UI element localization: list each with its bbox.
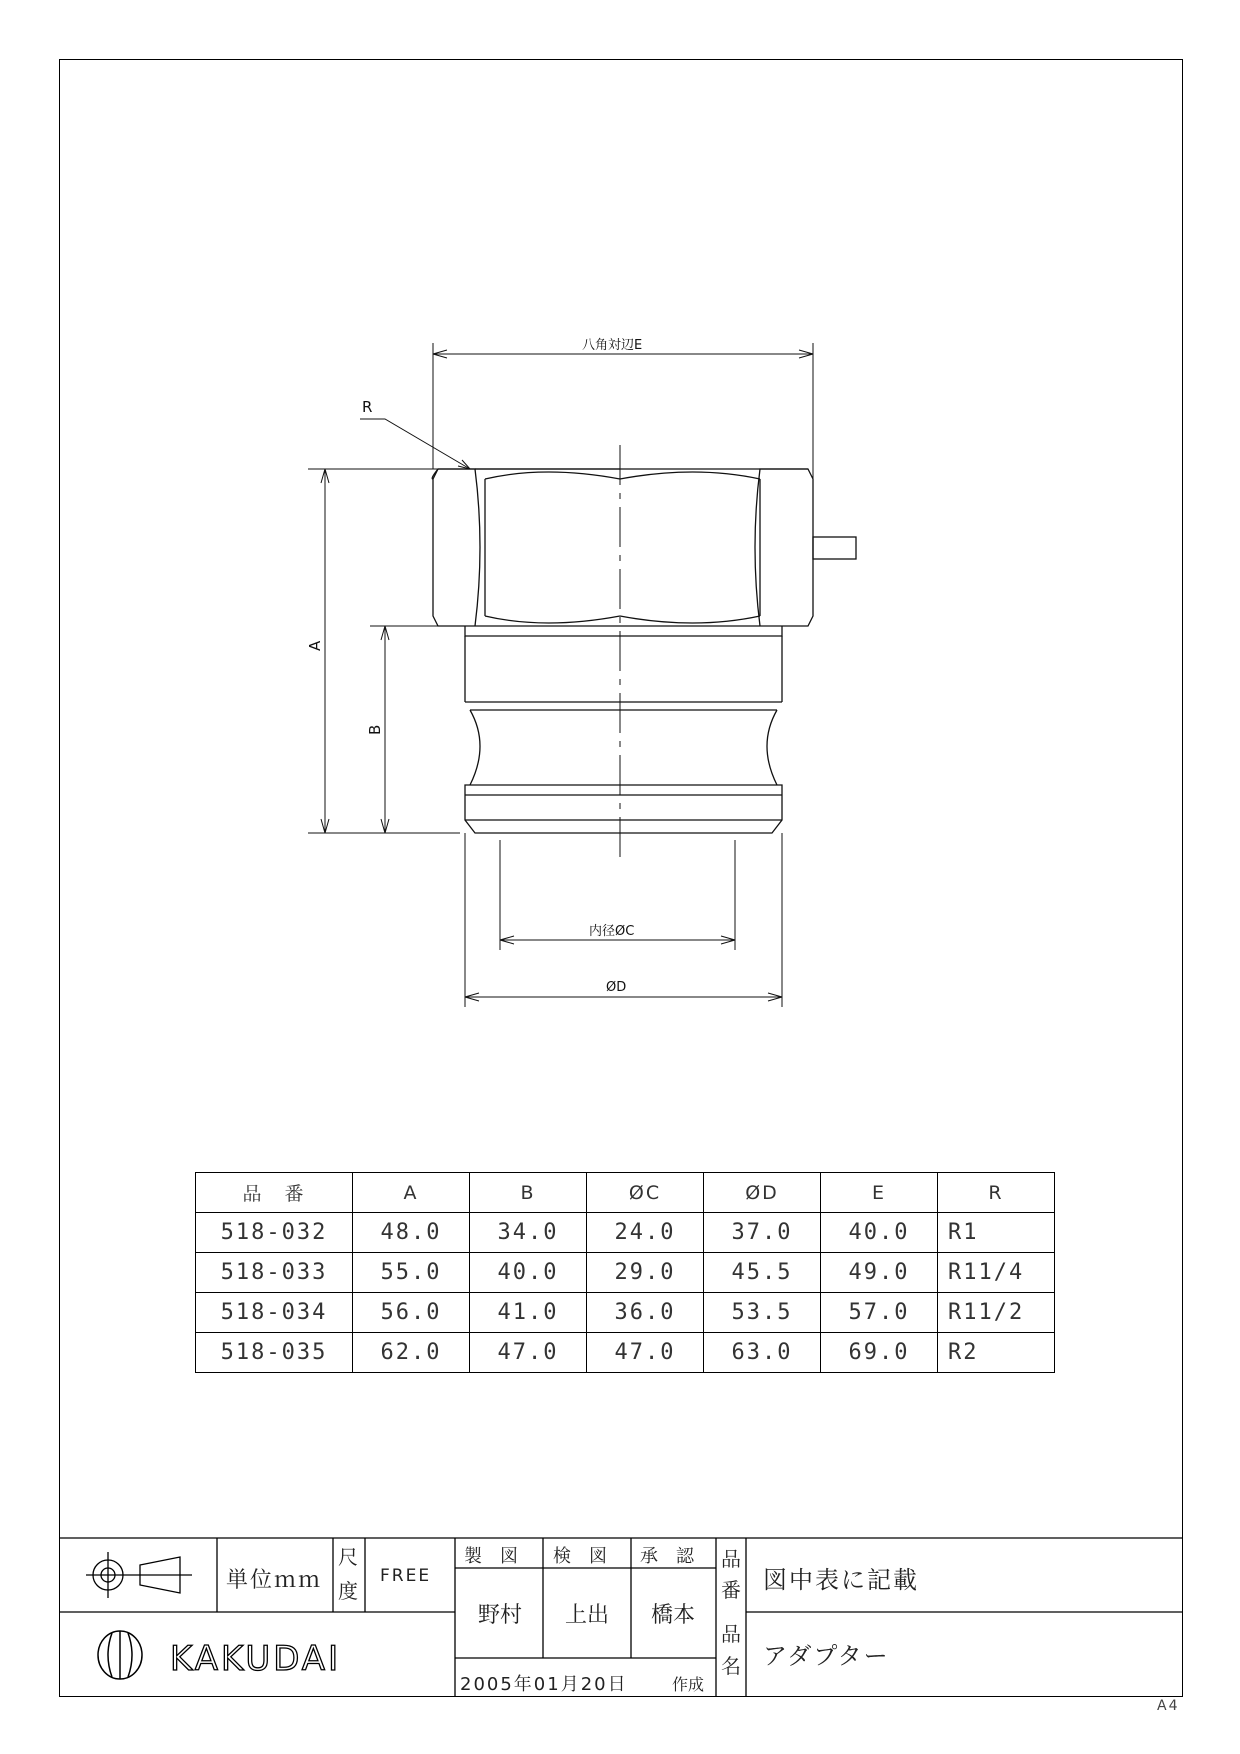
- checked-by: 上出: [565, 1603, 610, 1628]
- header-b: B: [470, 1173, 587, 1213]
- cell-d: 37.0: [704, 1213, 821, 1253]
- label-b: B: [366, 724, 384, 735]
- part-no-label-1: 品: [721, 1547, 741, 1571]
- cell-e: 69.0: [821, 1333, 938, 1373]
- drawn-by: 野村: [478, 1603, 523, 1628]
- table-header-row: [196, 1173, 1055, 1213]
- header-a: A: [353, 1173, 470, 1213]
- spec-table: [195, 1172, 1055, 1373]
- date: 2005年01月20日: [460, 1674, 628, 1695]
- table-row: [196, 1333, 1055, 1373]
- cell-d: 63.0: [704, 1333, 821, 1373]
- hex-nut-outline: [433, 469, 813, 626]
- cell-r: R11/4: [938, 1253, 1055, 1293]
- header-e: E: [821, 1173, 938, 1213]
- cell-a: 62.0: [353, 1333, 470, 1373]
- adapter-flange: [465, 785, 782, 833]
- cell-a: 56.0: [353, 1293, 470, 1333]
- approved-label: 承 認: [640, 1546, 694, 1567]
- label-c: 内径ØC: [589, 924, 635, 939]
- cell-r: R11/2: [938, 1293, 1055, 1333]
- header-d: ØD: [704, 1173, 821, 1213]
- cell-c: 29.0: [587, 1253, 704, 1293]
- side-pin: [813, 537, 856, 559]
- created-label: 作成: [672, 1675, 705, 1694]
- cell-d: 45.5: [704, 1253, 821, 1293]
- label-r: R: [362, 398, 373, 416]
- label-d: ØD: [606, 980, 627, 995]
- table-row: [196, 1213, 1055, 1253]
- table-row: [196, 1293, 1055, 1333]
- cell-b: 41.0: [470, 1293, 587, 1333]
- cell-c: 47.0: [587, 1333, 704, 1373]
- header-r: R: [938, 1173, 1055, 1213]
- third-angle-projection-icon: [86, 1552, 192, 1598]
- cell-a: 48.0: [353, 1213, 470, 1253]
- part-no-value: 図中表に記載: [763, 1566, 919, 1594]
- cell-e: 49.0: [821, 1253, 938, 1293]
- cell-part-number: 518-034: [196, 1293, 353, 1333]
- cell-d: 53.5: [704, 1293, 821, 1333]
- part-name-label-2: 名: [721, 1654, 741, 1678]
- cell-b: 34.0: [470, 1213, 587, 1253]
- scale-label-1: 尺: [338, 1545, 358, 1569]
- checked-label: 検 図: [553, 1546, 607, 1567]
- part-name-value: アダプター: [763, 1642, 890, 1670]
- cell-part-number: 518-032: [196, 1213, 353, 1253]
- table-row: [196, 1253, 1055, 1293]
- cell-b: 47.0: [470, 1333, 587, 1373]
- paper-size: A4: [1157, 1698, 1180, 1714]
- adapter-neck: [465, 626, 782, 636]
- drawn-label: 製 図: [464, 1546, 518, 1567]
- adapter-groove: [470, 710, 480, 785]
- scale-label-2: 度: [338, 1579, 358, 1603]
- label-a: A: [306, 640, 324, 651]
- unit-label: 単位ｍｍ: [226, 1568, 323, 1593]
- header-c: ØC: [587, 1173, 704, 1213]
- cell-e: 40.0: [821, 1213, 938, 1253]
- cell-r: R2: [938, 1333, 1055, 1373]
- cell-part-number: 518-035: [196, 1333, 353, 1373]
- header-part-number: 品 番: [196, 1173, 353, 1213]
- cell-part-number: 518-033: [196, 1253, 353, 1293]
- kakudai-logo-icon: [98, 1631, 142, 1679]
- brand-text: KAKUDAI: [170, 1639, 342, 1679]
- cell-e: 57.0: [821, 1293, 938, 1333]
- part-name-label-1: 品: [721, 1622, 741, 1646]
- cell-c: 24.0: [587, 1213, 704, 1253]
- cell-r: R1: [938, 1213, 1055, 1253]
- scale-value: FREE: [380, 1566, 432, 1586]
- part-no-label-2: 番: [721, 1578, 741, 1602]
- approved-by: 橋本: [651, 1603, 696, 1628]
- cell-b: 40.0: [470, 1253, 587, 1293]
- label-e: 八角対辺E: [582, 338, 643, 353]
- cell-c: 36.0: [587, 1293, 704, 1333]
- cell-a: 55.0: [353, 1253, 470, 1293]
